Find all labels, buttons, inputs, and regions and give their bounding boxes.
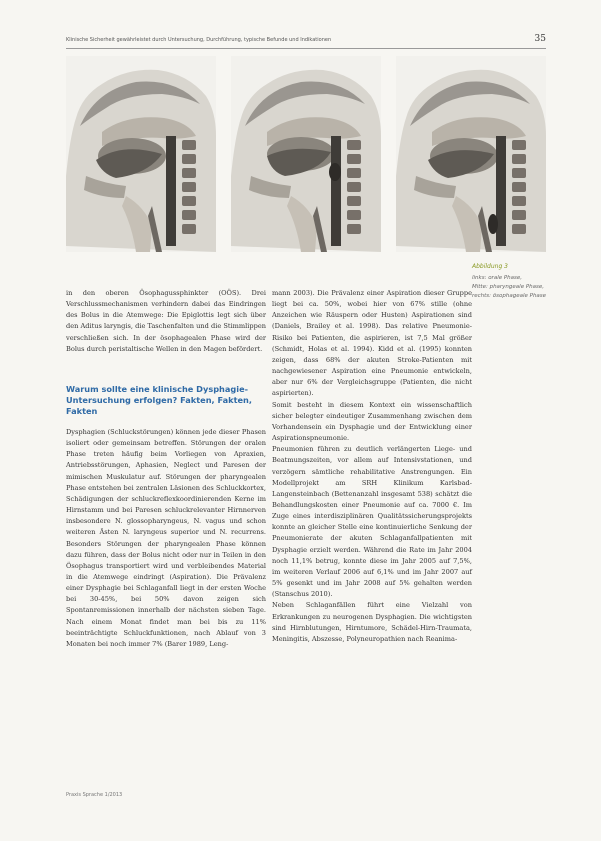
page-footer: Praxis Sprache 1/2013 [66,792,123,798]
running-head: Klinische Sicherheit gewährleistet durch Untersuchung, Durchführung, typische Befunde und Indikationen [66,37,332,43]
head-cross-section-illustration [66,56,216,252]
caption-line: links: orale Phase, [472,275,523,281]
figure-panel-oesophageal-phase [396,56,546,252]
figure-caption [472,263,582,301]
swallowing-figure [66,56,546,256]
head-cross-section-illustration [231,56,381,252]
paragraph: Neben Schlaganfällen führt eine Vielzahl von Erkrankungen zu neurogenen Dysphagien. Die wichtigsten sind Hirnblutungen, Hirntumore, Schädel-Hirn-Traumata, Meningitis, Abszesse, Polyneuropathien nach Reanima- [272,601,472,643]
figure-panel-pharyngeal-phase [231,56,381,252]
caption-line: rechts: ösophageale Phase [472,293,547,299]
page-number: 35 [534,34,546,44]
paragraph: Pneumonien führen zu deutlich verlängerten Liege- und Beatmungszeiten, vor allem auf Intensivstationen, und verzögern sämtliche rehabilitative Anstrengungen. Ein Modellprojekt am SRH Klinikum Karlsbad-Langensteinbach (Bettenanzahl insgesamt 538) schätzt die Behandlungskosten einer Pneumonie auf ca. 7000 €. Im Zuge eines interdisziplinären Qualitätssicherungsprojekts konnte an gleicher Stelle eine kontinuierliche Senkung der Pneumonierate der akuten Schlaganfallpatienten mit Dysphagie erzielt werden. Während die Rate im Jahr 2004 noch 11,1% betrug, konnte diese im Jahr 2005 auf 7,5%, im weiteren Verlauf 2006 auf 6,1% und im Jahr 2007 auf 5% gesenkt und im Jahr 2008 auf 5% gehalten werden (Stanschus 2010). [272,445,472,599]
figure-panel-oral-phase [66,56,216,252]
intro-paragraph: in den oberen Ösophagussphinkter (OÖS). Drei Verschlussmechanismen verhindern dabei das Eindringen des Bolus in die Atemwege: Die Epiglottis legt sich über den Aditus laryngis, die Taschenfalten und die Stimmlippen verschließen sich. In der ösophagealen Phase wird der Bolus durch peristaltische Wellen in den Magen befördert. [66,289,266,353]
caption-line: Mitte: pharyngeale Phase, [472,284,544,290]
paragraph: mann 2003). Die Prävalenz einer Aspiration dieser Gruppe liegt bei ca. 50%, wobei hier von 67% stille (ohne Anzeichen wie Räuspern oder Husten) Aspirationen sind (Daniels, Brailey et al. 1998). Das relative Pneumonie-Risiko bei Patienten, die aspirieren, ist 7,5 Mal größer (Schmidt, Holas et al. 1994). Kidd et al. (1995) konnten zeigen, dass 68% der akuten Stroke-Patienten mit nachgewiesener Aspiration eine Pneumonie entwickeln, aber nur 6% der Vergleichsgruppe (Patienten, die nicht aspirierten). [272,289,472,398]
header-rule [66,48,546,49]
right-column [272,288,472,645]
body-paragraph: Dysphagien (Schluckstörungen) können jede dieser Phasen isoliert oder gemeinsam betreffen. Störungen der oralen Phase treten häufig beim Vorliegen von Apraxien, Antriebsstörungen, Aphasien, Neglect und Paresen der mimischen Muskulatur auf. Störungen der pharyngealen Phase entstehen bei zentralen Läsionen des Schluckkortex, Schädigungen der schluckreflexkoordinierenden Kerne im Hirnstamm und bei Paresen schluckrelevanter Hirnnerven insbesondere N. glossopharyngeus, N. vagus und schon weiteren Ästen N. laryngeus superior und N. recurrens. Besonders Störungen der pharyngealen Phase können dazu führen, dass der Bolus nicht oder nur in Teilen in den Ösophagus transportiert wird und verbleibendes Material in die Atemwege eindringt (Aspiration). Die Prävalenz einer Dysphagie bei Schlaganfall liegt in der ersten Woche bei 30-45%, bei 50% davon zeigen sich Spontanremissionen innerhalb der nächsten sieben Tage. Nach einem Monat findet man bei bis zu 11% beeinträchtigte Schluckfunktionen, nach Ablauf von 3 Monaten bei noch immer 7% (Barer 1989, Leng- [66,427,266,648]
caption-title: Abbildung 3 [472,263,509,270]
left-column [66,288,266,650]
head-cross-section-illustration [396,56,546,252]
paragraph: Somit besteht in diesem Kontext ein wissenschaftlich sicher belegter eindeutiger Zusammenhang zwischen dem Vorhandensein ein Dysphagie und der Entwicklung einer Aspirationspneumonie. [272,400,472,443]
section-heading: Warum sollte eine klinische Dysphagie-Untersuchung erfolgen? Fakten, Fakten, Fakten [66,383,252,416]
page-header [66,36,546,46]
